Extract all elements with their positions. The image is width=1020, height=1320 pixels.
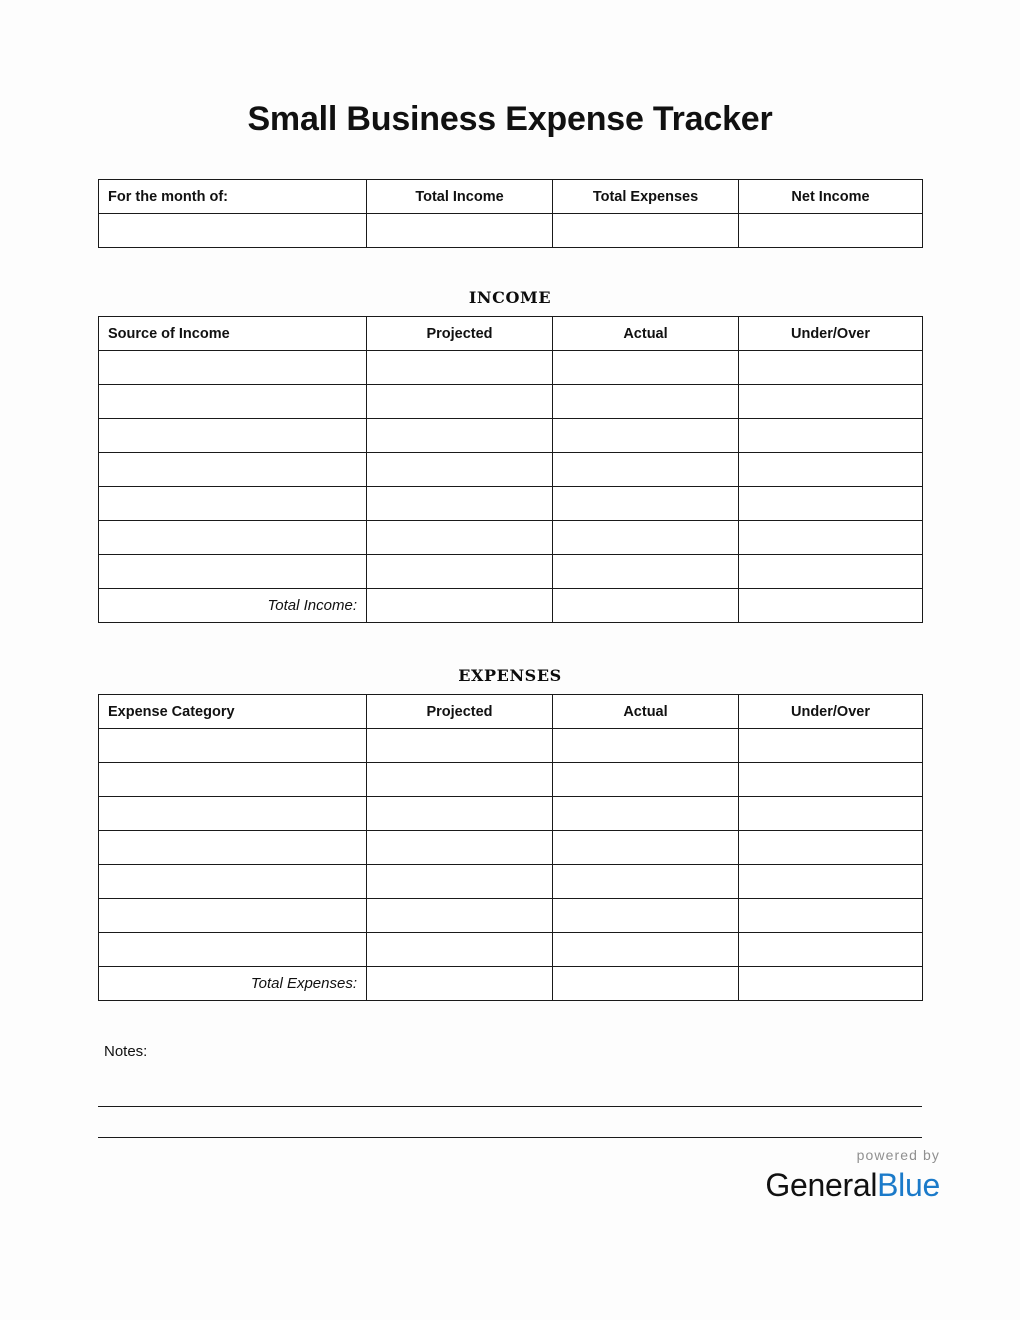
expenses-cell-category[interactable] <box>99 831 367 865</box>
summary-header-total-income: Total Income <box>367 180 553 214</box>
footer-logo <box>765 1148 940 1204</box>
income-cell-source[interactable] <box>99 453 367 487</box>
summary-value-row <box>99 214 923 248</box>
expenses-cell-projected[interactable] <box>367 933 553 967</box>
income-total-label: Total Income: <box>99 589 367 623</box>
table-row <box>99 521 923 555</box>
income-cell-projected[interactable] <box>367 555 553 589</box>
income-cell-under-over[interactable] <box>739 385 923 419</box>
income-cell-source[interactable] <box>99 351 367 385</box>
expenses-cell-actual[interactable] <box>553 729 739 763</box>
summary-header-row <box>99 180 923 214</box>
table-row <box>99 351 923 385</box>
income-header-projected: Projected <box>367 317 553 351</box>
income-cell-actual[interactable] <box>553 419 739 453</box>
income-cell-under-over[interactable] <box>739 419 923 453</box>
notes-line-1[interactable] <box>98 1106 922 1107</box>
expenses-cell-projected[interactable] <box>367 763 553 797</box>
expenses-cell-actual[interactable] <box>553 797 739 831</box>
income-cell-source[interactable] <box>99 555 367 589</box>
expenses-total-row <box>99 967 923 1001</box>
table-row <box>99 385 923 419</box>
expenses-cell-projected[interactable] <box>367 899 553 933</box>
table-row <box>99 865 923 899</box>
expenses-cell-category[interactable] <box>99 865 367 899</box>
expenses-cell-category[interactable] <box>99 933 367 967</box>
income-cell-projected[interactable] <box>367 351 553 385</box>
summary-total-income-input[interactable] <box>367 214 553 248</box>
income-cell-actual[interactable] <box>553 453 739 487</box>
income-header-source: Source of Income <box>99 317 367 351</box>
expenses-cell-projected[interactable] <box>367 797 553 831</box>
table-row <box>99 729 923 763</box>
notes-line-2[interactable] <box>98 1137 922 1138</box>
expenses-header-projected: Projected <box>367 695 553 729</box>
income-cell-under-over[interactable] <box>739 487 923 521</box>
income-cell-source[interactable] <box>99 487 367 521</box>
income-header-actual: Actual <box>553 317 739 351</box>
table-row <box>99 487 923 521</box>
summary-total-expenses-input[interactable] <box>553 214 739 248</box>
income-cell-under-over[interactable] <box>739 521 923 555</box>
notes-label: Notes: <box>104 1043 148 1060</box>
expenses-table <box>98 694 923 1001</box>
income-cell-projected[interactable] <box>367 385 553 419</box>
table-row <box>99 899 923 933</box>
brand-name-second: Blue <box>877 1167 940 1203</box>
expenses-cell-under-over[interactable] <box>739 933 923 967</box>
expenses-header-actual: Actual <box>553 695 739 729</box>
income-total-under-over[interactable] <box>739 589 923 623</box>
expenses-cell-category[interactable] <box>99 899 367 933</box>
expenses-total-projected[interactable] <box>367 967 553 1001</box>
income-cell-projected[interactable] <box>367 521 553 555</box>
expenses-cell-under-over[interactable] <box>739 899 923 933</box>
expenses-cell-actual[interactable] <box>553 763 739 797</box>
income-cell-actual[interactable] <box>553 487 739 521</box>
income-cell-under-over[interactable] <box>739 453 923 487</box>
expenses-header-under-over: Under/Over <box>739 695 923 729</box>
expenses-total-under-over[interactable] <box>739 967 923 1001</box>
summary-month-input[interactable] <box>99 214 367 248</box>
income-header-row <box>99 317 923 351</box>
expenses-total-actual[interactable] <box>553 967 739 1001</box>
expenses-cell-under-over[interactable] <box>739 729 923 763</box>
expenses-cell-projected[interactable] <box>367 729 553 763</box>
expenses-cell-actual[interactable] <box>553 899 739 933</box>
income-header-under-over: Under/Over <box>739 317 923 351</box>
income-cell-actual[interactable] <box>553 385 739 419</box>
income-cell-projected[interactable] <box>367 419 553 453</box>
summary-table <box>98 179 923 248</box>
summary-net-income-input[interactable] <box>739 214 923 248</box>
expenses-total-label: Total Expenses: <box>99 967 367 1001</box>
income-cell-actual[interactable] <box>553 555 739 589</box>
powered-by-label: powered by <box>856 1147 940 1163</box>
expenses-cell-under-over[interactable] <box>739 865 923 899</box>
table-row <box>99 453 923 487</box>
income-cell-source[interactable] <box>99 419 367 453</box>
expenses-cell-under-over[interactable] <box>739 763 923 797</box>
income-total-projected[interactable] <box>367 589 553 623</box>
expenses-cell-category[interactable] <box>99 797 367 831</box>
income-cell-projected[interactable] <box>367 453 553 487</box>
income-cell-actual[interactable] <box>553 521 739 555</box>
table-row <box>99 555 923 589</box>
expenses-cell-actual[interactable] <box>553 865 739 899</box>
page-title: Small Business Expense Tracker <box>247 100 773 138</box>
income-cell-under-over[interactable] <box>739 351 923 385</box>
summary-header-net-income: Net Income <box>739 180 923 214</box>
summary-header-total-expenses: Total Expenses <box>553 180 739 214</box>
expenses-header-row <box>99 695 923 729</box>
table-row <box>99 933 923 967</box>
expenses-section-heading: EXPENSES <box>458 666 562 685</box>
income-cell-actual[interactable] <box>553 351 739 385</box>
table-row <box>99 763 923 797</box>
expenses-cell-projected[interactable] <box>367 865 553 899</box>
expenses-cell-actual[interactable] <box>553 831 739 865</box>
income-cell-under-over[interactable] <box>739 555 923 589</box>
table-row <box>99 831 923 865</box>
table-row <box>99 419 923 453</box>
expenses-cell-projected[interactable] <box>367 831 553 865</box>
income-section-heading: INCOME <box>468 288 552 307</box>
income-cell-projected[interactable] <box>367 487 553 521</box>
income-cell-source[interactable] <box>99 521 367 555</box>
income-total-row <box>99 589 923 623</box>
expenses-cell-category[interactable] <box>99 763 367 797</box>
expenses-header-category: Expense Category <box>99 695 367 729</box>
brand-name-first: General <box>765 1167 878 1203</box>
table-row <box>99 797 923 831</box>
income-total-actual[interactable] <box>553 589 739 623</box>
income-cell-source[interactable] <box>99 385 367 419</box>
expenses-cell-under-over[interactable] <box>739 797 923 831</box>
brand-wordmark <box>765 1167 940 1203</box>
summary-header-month: For the month of: <box>99 180 367 214</box>
income-table <box>98 316 923 623</box>
expenses-cell-category[interactable] <box>99 729 367 763</box>
expenses-cell-under-over[interactable] <box>739 831 923 865</box>
expenses-cell-actual[interactable] <box>553 933 739 967</box>
